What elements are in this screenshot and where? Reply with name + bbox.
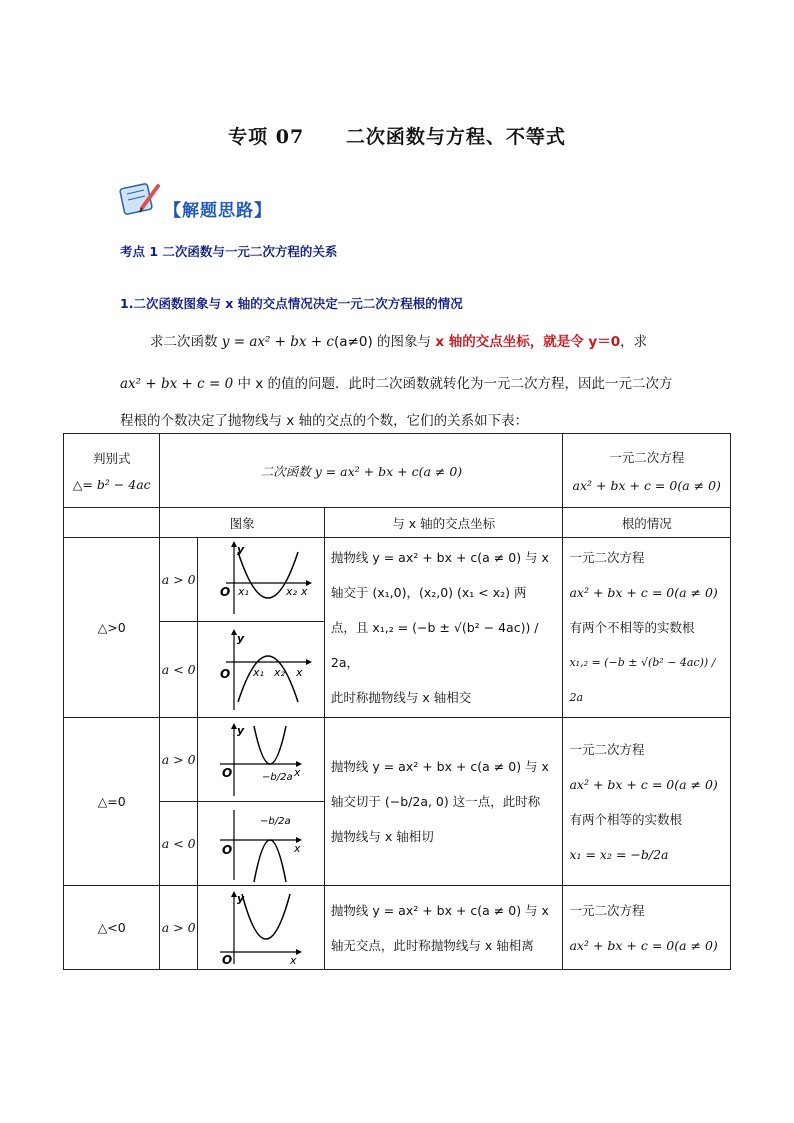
disc-formula: △= b² − 4ac: [72, 477, 151, 492]
header-roots: 根的情况: [563, 508, 731, 538]
graph-x-label: x: [290, 954, 297, 967]
graph-y-label: y: [237, 543, 245, 557]
graph-y-label: y: [237, 892, 245, 905]
a-positive-2: a > 0: [160, 718, 198, 802]
roots-one-line-2: ax² + bx + c = 0(a ≠ 0): [569, 776, 718, 792]
graph-x-label: x: [294, 766, 301, 779]
a-negative-2: a < 0: [160, 802, 198, 886]
graph-vertex-label: −b/2a: [260, 816, 291, 827]
subsection-heading: 1.二次函数图象与 x 轴的交点情况决定一元二次方程根的情况: [120, 296, 463, 311]
delta-negative: △<0: [64, 886, 160, 970]
intersect-one-line-3: 抛物线与 x 轴相切: [330, 829, 434, 844]
intersect-none: [324, 886, 563, 970]
roots-two-line-1: 一元二次方程: [569, 550, 645, 565]
intersect-two: [324, 538, 563, 718]
graph-x-label: x: [296, 666, 303, 680]
intersect-none-line-2: 轴无交点，此时称抛物线与 x 轴相离: [330, 937, 534, 953]
disc-label: 判别式: [92, 451, 131, 466]
delta-zero: △=0: [64, 718, 160, 886]
intersect-two-line-1: 抛物线 y = ax² + bx + c(a ≠ 0) 与 x: [330, 550, 549, 565]
graph-y-label: y: [237, 724, 245, 737]
delta-positive: △>0: [64, 538, 160, 718]
roots-none: [563, 886, 731, 970]
roots-two-line-2: ax² + bx + c = 0(a ≠ 0): [569, 585, 718, 600]
p1-text-c: ，求: [620, 334, 648, 350]
roots-none-line-1: 一元二次方程: [569, 902, 645, 918]
graph-origin-label: O: [222, 843, 233, 857]
a-positive-1: a > 0: [160, 538, 198, 622]
header-discriminant: [64, 434, 160, 508]
graph-x2-label: x₂: [274, 666, 285, 680]
graph-origin-label: O: [220, 667, 231, 682]
graph-y-label: y: [237, 632, 245, 646]
section-badge: [118, 178, 288, 224]
graph-x-label: x: [301, 585, 308, 599]
header-blank: [64, 508, 160, 538]
page-title: [0, 122, 794, 149]
paragraph-line-2: [120, 372, 680, 392]
a-positive-3: a > 0: [160, 886, 198, 970]
graph-x-label: x: [294, 842, 301, 855]
pencil-note-icon: [118, 178, 164, 224]
relation-table: [63, 433, 731, 970]
p2-text: 中 x 的值的问题．此时二次函数就转化为一元二次方程，因此一元二次方: [233, 376, 673, 392]
header-function: [160, 434, 563, 508]
graph-vertex-label: −b/2a: [262, 772, 293, 783]
graph-origin-label: O: [222, 953, 233, 967]
intersect-one-line-1: 抛物线 y = ax² + bx + c(a ≠ 0) 与 x: [330, 759, 549, 774]
p1-cond: (a≠0): [334, 334, 373, 350]
func-formula: 二次函数 y = ax² + bx + c(a ≠ 0): [260, 463, 463, 479]
roots-two-line-3: 有两个不相等的实数根: [569, 620, 695, 635]
eq-formula: ax² + bx + c = 0(a ≠ 0): [572, 478, 721, 493]
roots-two: [563, 538, 731, 718]
p1-highlight: x 轴的交点坐标，就是令 y＝0: [435, 334, 621, 350]
title-number: 专项 07: [228, 126, 305, 148]
p1-math: y = ax² + bx + c: [221, 334, 334, 350]
graph-one-root-up: [198, 718, 325, 802]
intersect-one-line-2: 轴交切于 (−b/2a, 0) 这一点，此时称: [330, 794, 541, 809]
graph-no-root: [198, 886, 325, 970]
paragraph-line-3: 程根的个数决定了抛物线与 x 轴的交点的个数，它们的关系如下表：: [120, 413, 529, 429]
paragraph-line-1: [150, 330, 710, 350]
p1-text-a: 求二次函数: [150, 334, 222, 350]
graph-origin-label: O: [222, 766, 233, 780]
kaodian-heading: 考点 1 二次函数与一元二次方程的关系: [120, 244, 338, 259]
header-graph: 图象: [160, 508, 324, 538]
roots-one-line-1: 一元二次方程: [569, 741, 645, 757]
eq-label: 一元二次方程: [609, 450, 685, 465]
p2-math: ax² + bx + c = 0: [120, 376, 234, 392]
graph-x1-label: x₁: [238, 585, 249, 599]
roots-two-line-4: x₁,₂ = (−b ± √(b² − 4ac)) / 2a: [569, 656, 716, 704]
intersect-two-line-4: 此时称抛物线与 x 轴相交: [330, 690, 472, 705]
roots-one: [563, 718, 731, 886]
badge-label: 【解题思路】: [164, 201, 272, 221]
graph-two-roots-down: [198, 621, 325, 717]
intersect-two-line-2: 轴交于 (x₁,0)，(x₂,0) (x₁ < x₂) 两: [330, 585, 527, 600]
header-intersect: 与 x 轴的交点坐标: [324, 508, 563, 538]
graph-two-roots-up: [198, 538, 325, 622]
graph-one-root-down: [198, 802, 325, 886]
intersect-none-line-1: 抛物线 y = ax² + bx + c(a ≠ 0) 与 x: [330, 902, 549, 918]
graph-x2-label: x₂: [286, 585, 297, 599]
title-text: 二次函数与方程、不等式: [345, 126, 566, 148]
roots-none-line-2: ax² + bx + c = 0(a ≠ 0): [569, 937, 718, 953]
graph-origin-label: O: [220, 585, 231, 600]
p1-text-b: 的图象与: [372, 334, 436, 350]
intersect-one: [324, 718, 563, 886]
intersect-two-line-3: 点，且 x₁,₂ = (−b ± √(b² − 4ac)) / 2a，: [330, 620, 539, 670]
a-negative-1: a < 0: [160, 621, 198, 717]
roots-one-line-3: 有两个相等的实数根: [569, 811, 682, 827]
roots-one-line-4: x₁ = x₂ = −b/2a: [569, 846, 669, 862]
graph-x1-label: x₁: [253, 666, 264, 680]
header-equation: [563, 434, 731, 508]
